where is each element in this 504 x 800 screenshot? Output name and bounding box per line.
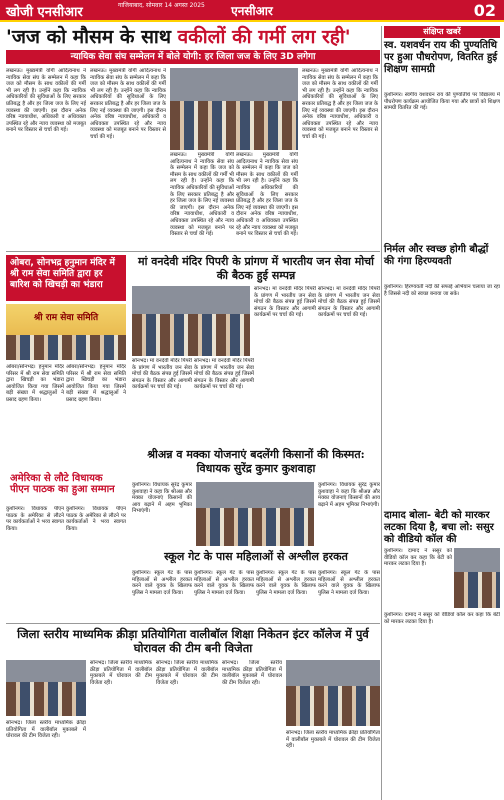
sidebar-headline-3: दामाद बोला- बेटी को मारकर लटका दिया है, बचा लो: ससुर को वीडियो कॉल की — [384, 510, 494, 545]
masthead-title: खोजी एनसीआर — [6, 5, 83, 20]
story7-photo-right — [286, 660, 380, 726]
story6-body-col1: कुशीनगर। स्कूल गेट के पास महिलाओं से अश्लील हरकत करने वाले युवक के खिलाफ पुलिस ने मामला दर्ज किया। — [132, 570, 192, 596]
story3-body-col2: सोनभद्र। मां वनदेवी मंदिर पिपरी के प्रांगण में भारतीय जन सेवा मोर्चा की बैठक संपन्न हुई जिसमें संगठन के विस्तार और आगामी कार्यक्रमों पर चर्चा की गई। — [318, 286, 380, 319]
story4-body-col1: कुशीनगर। विधायक सुरेंद्र कुमार कुशवाहा ने कहा कि श्रीअन्न और मक्का योजनाएं किसानों की आय बढ़ाने में अहम भूमिका निभाएंगी। — [132, 482, 192, 515]
story7-headline: जिला स्तरीय माध्यमिक क्रीड़ा प्रतियोगिता वालीबॉल शिक्षा निकेतन इंटर कॉलेज में पुर्व घोरावल की टीम बनी विजेता — [17, 627, 369, 655]
sidebar — [384, 26, 500, 800]
story7-body-col2: सोनभद्र। जिला स्तरीय माध्यमिक क्रीड़ा प्रतियोगिता में वालीबॉल मुकाबले में घोरावल की टीम विजेता रही। — [90, 660, 152, 686]
story4-photo — [196, 482, 314, 546]
page-number: 02 — [473, 1, 496, 20]
story5-body-col1: कुशीनगर। विधायक पीएन पाठक के अमेरिका से लौटने पर कार्यकर्ताओं ने भव्य स्वागत किया। — [6, 506, 64, 532]
story7-body-col3: सोनभद्र। जिला स्तरीय माध्यमिक क्रीड़ा प्रतियोगिता में वालीबॉल मुकाबले में घोरावल की टीम विजेता रही। — [156, 660, 218, 686]
story3-photo — [132, 286, 250, 356]
story2-body-col2: ओबरा/सोनभद्र। हनुमान मंदिर परिसर में श्री राम सेवा समिति द्वारा खिचड़ी का भंडारा आयोजित किया गया जिसमें बड़ी संख्या में श्रद्धालुओं ने प्रसाद ग्रहण किया। — [66, 364, 126, 403]
lead-headline-part2: वकीलों की गर्मी लग रही' — [177, 26, 351, 48]
column-divider — [381, 26, 382, 800]
masthead-date: गाजियाबाद, सोमवार 14 अगस्त 2025 — [118, 2, 205, 9]
lead-body-col5: लखनऊ। मुख्यमंत्री योगी आदित्यनाथ ने न्यायिक सेवा संघ के सम्मेलन में कहा कि जज को मौसम के साथ वकीलों की गर्मी भी लग रही है। उन्होंने कहा कि न्यायिक अधिकारियों की सुविधाओं के लिए सरकार प्रतिबद्ध है और हर जिला जज के लिए नई व्यवस्था की जाएगी। इस दौरान अनेक वरिष्ठ न्यायाधीश, अधिकारी व अधिवक्ता उपस्थित रहे और न्याय व्यवस्था को मजबूत बनाने पर विस्तार से चर्चा की गई। — [302, 68, 378, 140]
story3-photo-people — [132, 314, 250, 356]
story5-body-col2: कुशीनगर। विधायक पीएन पाठक के अमेरिका से लौटने पर कार्यकर्ताओं ने भव्य स्वागत किया। — [66, 506, 126, 532]
lead-body-col4: लखनऊ। मुख्यमंत्री योगी आदित्यनाथ ने न्यायिक सेवा संघ के सम्मेलन में कहा कि जज को मौसम के साथ वकीलों की गर्मी भी लग रही है। उन्होंने कहा कि न्यायिक अधिकारियों की सुविधाओं के लिए सरकार प्रतिबद्ध है और हर जिला जज के लिए नई व्यवस्था की जाएगी। इस दौरान अनेक वरिष्ठ न्यायाधीश, अधिकारी व अधिवक्ता उपस्थित रहे और न्याय व्यवस्था को मजबूत बनाने पर विस्तार से चर्चा की गई। — [236, 152, 298, 238]
sidebar-tag: संक्षिप्त खबरें — [384, 26, 500, 38]
story6-body-col4: कुशीनगर। स्कूल गेट के पास महिलाओं से अश्लील हरकत करने वाले युवक के खिलाफ पुलिस ने मामला दर्ज किया। — [318, 570, 380, 596]
story7-photo-left — [6, 660, 86, 716]
story3-body-col3: सोनभद्र। मां वनदेवी मंदिर पिपरी के प्रांगण में भारतीय जन सेवा मोर्चा की बैठक संपन्न हुई जिसमें संगठन के विस्तार और आगामी कार्यक्रमों पर चर्चा की गई। — [132, 358, 192, 391]
masthead-rule — [0, 20, 504, 22]
story2-headline: ओबरा, सोनभद्र हनुमान मंदिर में श्री राम सेवा समिति द्वारा हर बारिश को खिचड़ी का भंडारा — [6, 255, 126, 301]
lead-photo-people — [170, 101, 298, 150]
story2-banner-people — [6, 335, 126, 360]
sidebar-photo — [454, 548, 500, 608]
lead-photo — [170, 68, 298, 150]
section-title: एनसीआर — [231, 4, 273, 18]
sidebar-body-3: कुशीनगर। दामाद ने ससुर को वीडियो कॉल कर कहा कि बेटी को मारकर लटका दिया है। — [384, 548, 452, 568]
story3-body-col4: सोनभद्र। मां वनदेवी मंदिर पिपरी के प्रांगण में भारतीय जन सेवा मोर्चा की बैठक संपन्न हुई जिसमें संगठन के विस्तार और आगामी कार्यक्रमों पर चर्चा की गई। — [194, 358, 254, 391]
story4-body-col2: कुशीनगर। विधायक सुरेंद्र कुमार कुशवाहा ने कहा कि श्रीअन्न और मक्का योजनाएं किसानों की आय बढ़ाने में अहम भूमिका निभाएंगी। — [318, 482, 380, 508]
divider — [6, 623, 380, 624]
story2-banner-text: श्री राम सेवा समिति — [33, 313, 99, 323]
story3-body-col1: सोनभद्र। मां वनदेवी मंदिर पिपरी के प्रांगण में भारतीय जन सेवा मोर्चा की बैठक संपन्न हुई जिसमें संगठन के विस्तार और आगामी कार्यक्रमों पर चर्चा की गई। — [254, 286, 316, 319]
sidebar-headline-1: स्व. यशवर्धन राय की पुण्यतिथि पर हुआ पौधरोपण, वितरित हुई शिक्षण सामग्री — [384, 40, 498, 75]
story6-headline: स्कूल गेट के पास महिलाओं से अश्लील हरकत — [164, 550, 348, 563]
story7-body-col5: सोनभद्र। जिला स्तरीय माध्यमिक क्रीड़ा प्रतियोगिता में वालीबॉल मुकाबले में घोरावल की टीम विजेता रही। — [286, 730, 380, 750]
story4-photo-people — [196, 508, 314, 546]
story7-photo-left-people — [6, 682, 86, 716]
lead-headline — [6, 26, 380, 48]
story6-body-col3: कुशीनगर। स्कूल गेट के पास महिलाओं से अश्लील हरकत करने वाले युवक के खिलाफ पुलिस ने मामला दर्ज किया। — [256, 570, 316, 596]
story2-body-col1: ओबरा/सोनभद्र। हनुमान मंदिर परिसर में श्री राम सेवा समिति द्वारा खिचड़ी का भंडारा आयोजित किया गया जिसमें बड़ी संख्या में श्रद्धालुओं ने प्रसाद ग्रहण किया। — [6, 364, 64, 403]
story7-body-col1: सोनभद्र। जिला स्तरीय माध्यमिक क्रीड़ा प्रतियोगिता में वालीबॉल मुकाबले में घोरावल की टीम विजेता रही। — [6, 720, 86, 740]
story4-headline: श्रीअन्न व मक्का योजनाएं बदलेंगी किसानों की किस्मत: विधायक सुरेंद्र कुमार कुशवाहा — [147, 448, 365, 475]
lead-body-col3: लखनऊ। मुख्यमंत्री योगी आदित्यनाथ ने न्यायिक सेवा संघ के सम्मेलन में कहा कि जज को मौसम के साथ वकीलों की गर्मी भी लग रही है। उन्होंने कहा कि न्यायिक अधिकारियों की सुविधाओं के लिए सरकार प्रतिबद्ध है और हर जिला जज के लिए नई व्यवस्था की जाएगी। इस दौरान अनेक वरिष्ठ न्यायाधीश, अधिकारी व अधिवक्ता उपस्थित रहे और न्याय व्यवस्था को मजबूत बनाने पर विस्तार से चर्चा की गई। — [170, 152, 234, 238]
lead-body-col1: लखनऊ। मुख्यमंत्री योगी आदित्यनाथ ने न्यायिक सेवा संघ के सम्मेलन में कहा कि जज को मौसम के साथ वकीलों की गर्मी भी लग रही है। उन्होंने कहा कि न्यायिक अधिकारियों की सुविधाओं के लिए सरकार प्रतिबद्ध है और हर जिला जज के लिए नई व्यवस्था की जाएगी। इस दौरान अनेक वरिष्ठ न्यायाधीश, अधिकारी व अधिवक्ता उपस्थित रहे और न्याय व्यवस्था को मजबूत बनाने पर विस्तार से चर्चा की गई। — [6, 68, 86, 134]
story7-body-col4: सोनभद्र। जिला स्तरीय माध्यमिक क्रीड़ा प्रतियोगिता में वालीबॉल मुकाबले में घोरावल की टीम विजेता रही। — [222, 660, 282, 686]
story7-photo-right-people — [286, 686, 380, 726]
story6-body-col2: कुशीनगर। स्कूल गेट के पास महिलाओं से अश्लील हरकत करने वाले युवक के खिलाफ पुलिस ने मामला दर्ज किया। — [194, 570, 254, 596]
lead-headline-part1: 'जज को मौसम के साथ — [6, 26, 178, 48]
sidebar-headline-2: निर्मल और स्वच्छ होगी बौद्धों की गंगा हिरण्यवती — [384, 244, 489, 267]
sidebar-body-1: कुशीनगर। स्वर्गीय यशवर्धन राय की पुण्यतिथि पर विद्यालय में पौधरोपण कार्यक्रम आयोजित किया गया और छात्रों को शिक्षण सामग्री वितरित की गई। — [384, 92, 500, 112]
sidebar-body-3-cont: कुशीनगर। दामाद ने ससुर को वीडियो कॉल कर कहा कि बेटी को मारकर लटका दिया है। — [384, 612, 500, 625]
lead-subhead: न्यायिक सेवा संघ सम्मेलन में बोले योगी: हर जिला जज के लिए 3D लगेगा — [6, 50, 380, 64]
lead-body-col2: लखनऊ। मुख्यमंत्री योगी आदित्यनाथ ने न्यायिक सेवा संघ के सम्मेलन में कहा कि जज को मौसम के साथ वकीलों की गर्मी भी लग रही है। उन्होंने कहा कि न्यायिक अधिकारियों की सुविधाओं के लिए सरकार प्रतिबद्ध है और हर जिला जज के लिए नई व्यवस्था की जाएगी। इस दौरान अनेक वरिष्ठ न्यायाधीश, अधिकारी व अधिवक्ता उपस्थित रहे और न्याय व्यवस्था को मजबूत बनाने पर विस्तार से चर्चा की गई। — [90, 68, 166, 140]
sidebar-body-2: कुशीनगर। हिरण्यवती नदी की सफाई अभियान चलाया जा रहा है जिससे नदी को स्वच्छ बनाया जा सके। — [384, 284, 500, 297]
story3-headline: मां वनदेवी मंदिर पिपरी के प्रांगण में भारतीय जन सेवा मोर्चा की बैठक हुई सम्पन्न — [138, 255, 374, 282]
divider — [6, 251, 380, 252]
story5-headline: अमेरिका से लौटे विधायक पीएन पाठक का हुआ सम्मान — [6, 470, 126, 502]
story2-banner-photo — [6, 304, 126, 360]
sidebar-photo-people — [454, 572, 500, 608]
